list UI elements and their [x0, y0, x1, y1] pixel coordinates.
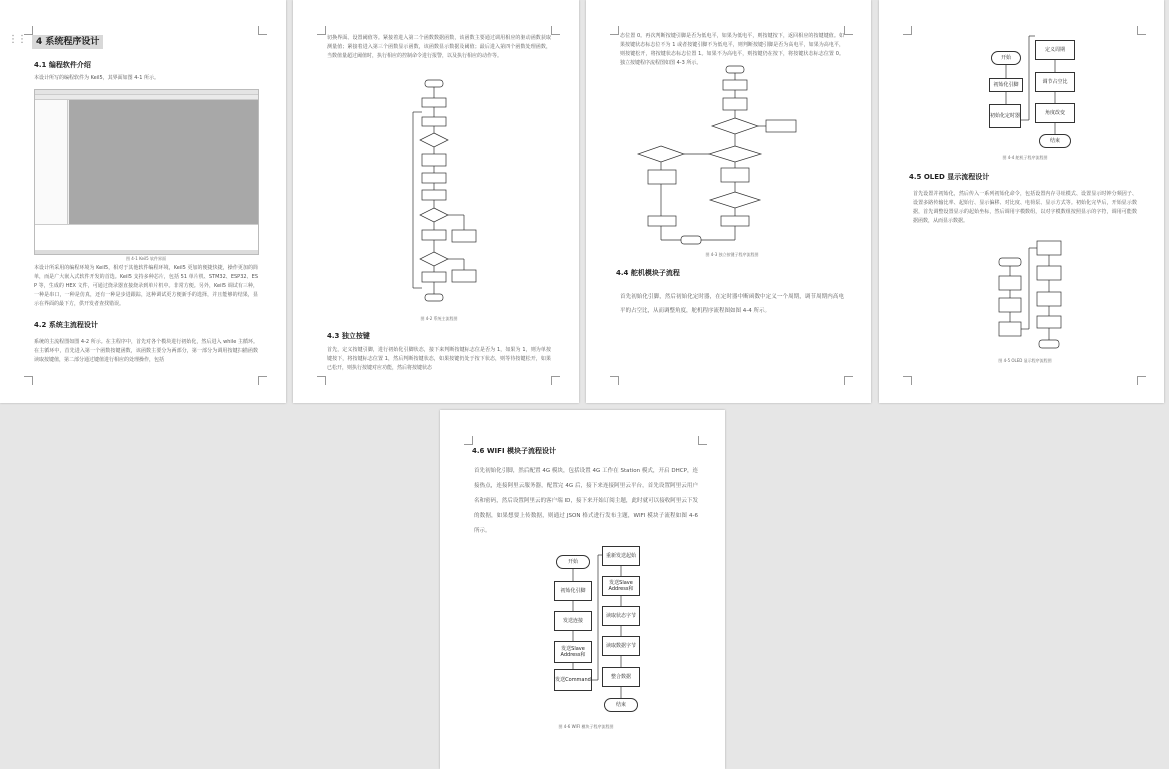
- flow-duty: 调节占空比: [1035, 72, 1075, 92]
- flow-angle: 角度改变: [1035, 103, 1075, 123]
- crop-mark: [551, 376, 560, 385]
- paragraph[interactable]: 首先设置并初始化，然后传入一系列初始化命令，包括设置内存寻址模式、设置显示时钟分频因子、设置多路传输比率、起始行、显示偏移、对比度、电荷泵、显示方式等。初始化完毕后，开始显示数据，首先调整设置显示的起始坐标，然后调用字模数组，以对字模数组按照显示的字符，调用可能数据函数，从而显示数据。: [913, 191, 1137, 224]
- crop-mark: [258, 26, 267, 35]
- figure-caption: 图 4-5 OLED 显示程序流程图: [998, 358, 1052, 363]
- crop-mark: [1137, 376, 1146, 385]
- crop-mark: [903, 376, 912, 385]
- figure-caption: 图 4-4 舵机子程序流程图: [1002, 155, 1048, 160]
- page-2[interactable]: [293, 0, 579, 403]
- section-title[interactable]: 4 系统程序设计: [32, 35, 103, 49]
- flow-slave2: 发送Slave Address和: [602, 576, 640, 596]
- crop-mark: [317, 26, 326, 35]
- flow-status: 读取状态字节: [602, 606, 640, 626]
- paragraph[interactable]: 本设计所写的编程软件为 Keil5，其界面如图 4-1 所示。: [34, 75, 160, 81]
- crop-mark: [551, 26, 560, 35]
- heading-4-5[interactable]: 4.5 OLED 显示流程设计: [909, 173, 990, 181]
- flow-init-pin: 初始化引脚: [989, 78, 1023, 92]
- flow-start: 开始: [991, 51, 1021, 65]
- flow-end: 结束: [604, 698, 638, 712]
- figure-caption: 图 4-3 独立按键子程序流程图: [705, 252, 759, 257]
- crop-mark: [844, 26, 853, 35]
- page-4[interactable]: [879, 0, 1164, 403]
- paragraph[interactable]: 切换界面、设置阈值等。紧接着进入第二个函数数据函数，该函数主要通过调用相应的驱动函数获取测量值；紧接着进入第三个函数显示函数，该函数显示数据及阈值；最后进入第四个函数处理函数，当数值量超过阈值时，执行相应的控制命令进行报警，以及执行相应的动作等。: [327, 35, 551, 59]
- flow-init-pin: 初始化引脚: [554, 581, 592, 601]
- figure-caption: 图 4-6 WIFI 模块子程序流程图: [558, 724, 614, 729]
- page-3[interactable]: [586, 0, 871, 403]
- paragraph[interactable]: 首先，定义按键引脚，进行初始化引脚状态，接下来判断按键标志位是否为 1，如果为 1，则为单按键按下，将按键标志位置 1，然后判断按键状态，如果按键仍处于按下状态，则等待按键松开，如果已松开，则执行按键对应功能，然后将按键状态: [327, 347, 551, 371]
- flow-restart: 重新发送起始: [602, 546, 640, 566]
- keil-screenshot: [34, 89, 259, 255]
- paragraph[interactable]: 本设计所采用的编程环境为 Keil5，相对于其他软件编程环境，Keil5 更加的便捷快捷，操作更加的简单，而是广大嵌入式软件开发的首选。Keil5 支持多种芯片，包括 51 单片机、STM32、ESP32、ESP 等，生成的 HEX 文件，可通过烧录器直接烧录到单片机中。非常方便。另外，Keil5 调试有三种，一种是串口，一种是仿真，还有一种是步进跟踪，这种调试更方便新手的选择，并且能够的结果，显示在界面的最下方，供开发者查找错误。: [34, 265, 258, 307]
- crop-mark: [258, 376, 267, 385]
- paragraph[interactable]: 首先初始化引脚，然后配置 4G 模块，包括设置 4G 工作在 Station 模式，开启 DHCP，连接热点，连接阿里云服务器，配置完 4G 后，接下来连接阿里云平台，首先设置阿里云用户名和密码，然后设置阿里云的客户端 ID，接下来开始订阅主题，此时就可以接收阿里云下发的数据，如果想要上传数据，则通过 JSON 格式进行发布主题，WIFI 模块子流程如图 4-6 所示。: [474, 468, 698, 534]
- flow-slave: 发送Slave Address和: [554, 641, 592, 663]
- page-1[interactable]: [0, 0, 286, 403]
- heading-4-2[interactable]: 4.2 系统主流程设计: [34, 321, 98, 329]
- flow-init-timer: 初始化定时器: [989, 104, 1021, 128]
- crop-mark: [610, 26, 619, 35]
- heading-4-6[interactable]: 4.6 WIFI 模块子流程设计: [472, 447, 556, 455]
- crop-mark: [610, 376, 619, 385]
- key-flowchart: [636, 66, 811, 248]
- figure-caption: 图 4-1 Keil5 软件界面: [126, 256, 166, 261]
- crop-mark: [317, 376, 326, 385]
- main-flowchart: [403, 80, 503, 310]
- flow-connect: 发送连接: [554, 611, 592, 631]
- paragraph[interactable]: 态位置 0。再次判断按键引脚是否为低电平，如果为低电平，则按键按下，返回相应的按键键值。如果按键状态标志位不为 1 或者按键引脚不为低电平，则判断按键引脚是否为高电平，如果为高电平，则按键松开，将按键状态标志位置 1。如果不为高电平，则按键仍在按下，将按键状态标志位置 0。独立按键程序流程图如图 4-3 所示。: [620, 33, 844, 66]
- flow-data: 读取数据字节: [602, 636, 640, 656]
- crop-mark: [844, 376, 853, 385]
- figure-caption: 图 4-2 系统主流程图: [420, 316, 458, 321]
- flow-def-period: 定义周期: [1035, 40, 1075, 60]
- paragraph[interactable]: 系统的主流程图如图 4-2 所示。在主程序中，首先对各个模块进行初始化，然后进入 while 主循环。在主循环中，首先进入第一个函数按键函数，该函数主要分为两部分，第一部分为调用按键扫描函数读取按键值，第二部分通过键值进行相应的处理操作，包括: [34, 339, 258, 363]
- heading-4-4[interactable]: 4.4 舵机模块子流程: [616, 269, 680, 277]
- drag-handle-icon[interactable]: ⋮⋮: [8, 34, 26, 45]
- heading-4-3[interactable]: 4.3 独立按键: [327, 332, 370, 340]
- crop-mark: [24, 376, 33, 385]
- heading-4-1[interactable]: 4.1 编程软件介绍: [34, 61, 91, 69]
- flow-start: 开始: [556, 555, 590, 569]
- oled-flowchart: [997, 238, 1087, 353]
- flow-process: 整合数据: [602, 667, 640, 687]
- page-5[interactable]: [440, 410, 725, 769]
- paragraph[interactable]: 首先初始化引脚，然后初始化定时器，在定时器中断函数中定义一个周期，调节周期内高电平的占空比，从而调整角度，舵机程序流程图如图 4-4 所示。: [620, 294, 844, 314]
- flow-command: 发送Command: [554, 669, 592, 691]
- flow-end: 结束: [1039, 134, 1071, 148]
